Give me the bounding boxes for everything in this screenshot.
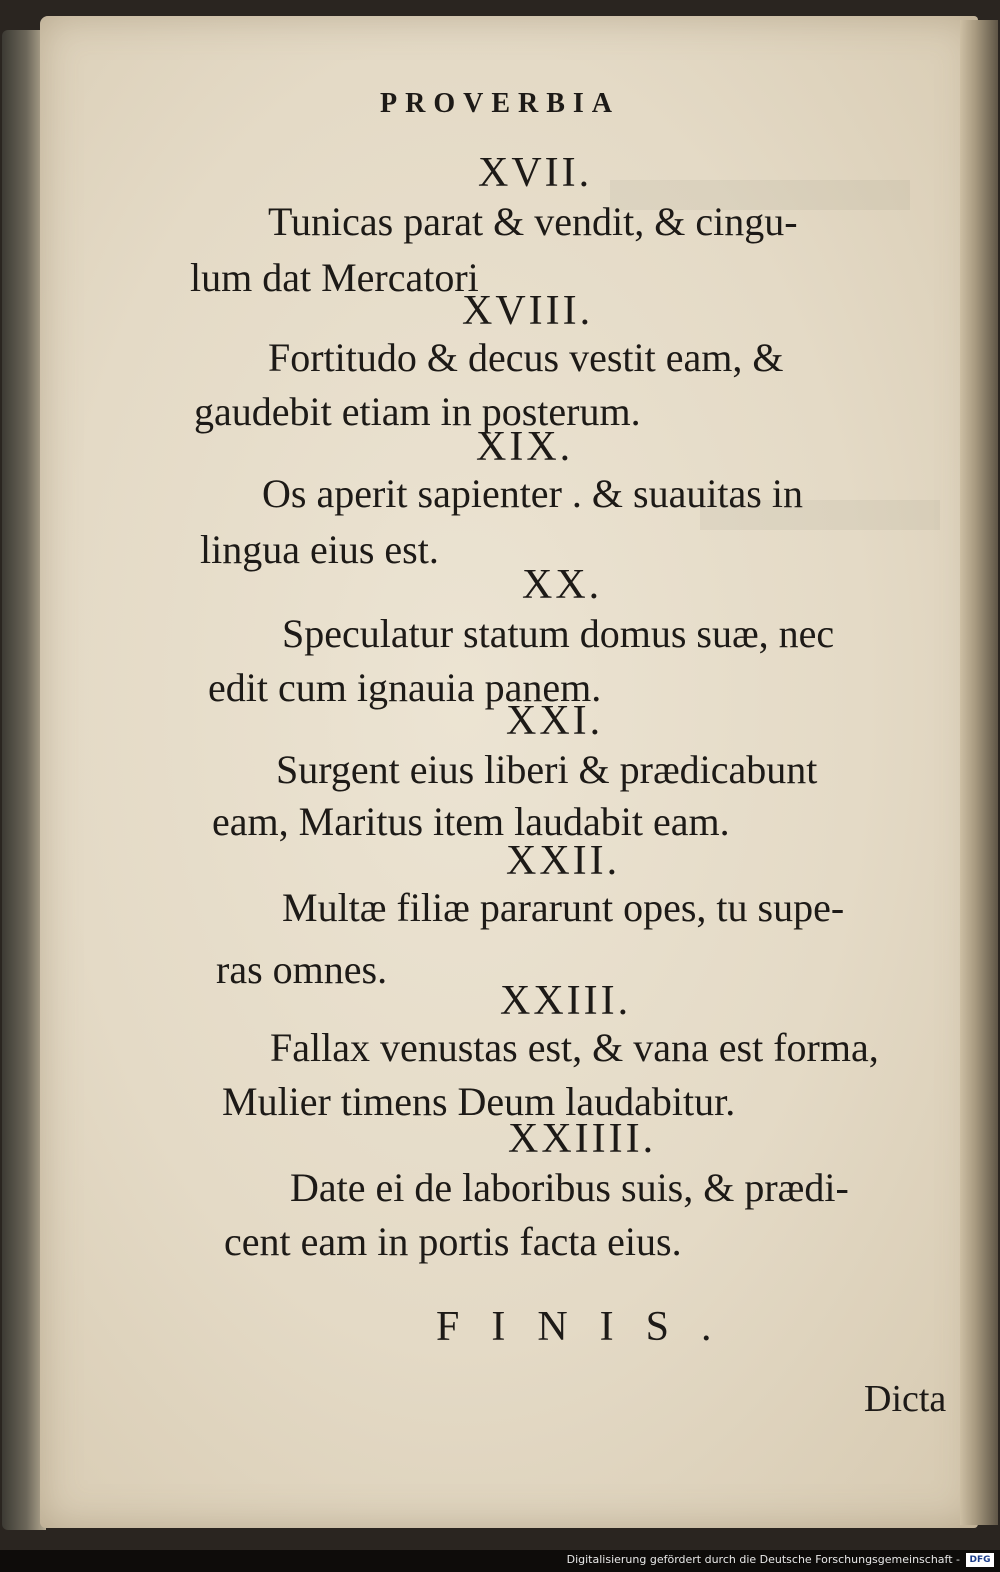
verse-line: Mulier timens Deum laudabitur. bbox=[222, 1079, 736, 1124]
verse-numeral: XXIII. bbox=[500, 978, 632, 1024]
page-edge bbox=[960, 20, 998, 1525]
verse-line: Surgent eius liberi & prædicabunt bbox=[276, 747, 818, 792]
verse-numeral: XX. bbox=[522, 562, 603, 608]
verse-line: lingua eius est. bbox=[200, 527, 439, 572]
verse-line: Tunicas parat & vendit, & cingu- bbox=[268, 199, 798, 244]
verse-line: ras omnes. bbox=[216, 947, 388, 992]
verse-line: Multæ filiæ pararunt opes, tu supe- bbox=[282, 885, 845, 930]
verse-numeral: XIX. bbox=[476, 424, 574, 470]
verse-line: cent eam in portis facta eius. bbox=[224, 1219, 682, 1264]
verse-numeral: XXII. bbox=[506, 838, 621, 884]
verse-line: Date ei de laboribus suis, & prædi- bbox=[290, 1165, 849, 1210]
catchword: Dicta bbox=[864, 1378, 947, 1420]
verse-line: Fortitudo & decus vestit eam, & bbox=[268, 335, 784, 380]
verse-numeral: XXI. bbox=[506, 698, 604, 744]
verse-line: eam, Maritus item laudabit eam. bbox=[212, 799, 730, 844]
running-header: PROVERBIA bbox=[380, 88, 621, 119]
verse-numeral: XXIIII. bbox=[508, 1116, 657, 1162]
verse-line: Fallax venustas est, & vana est forma, bbox=[270, 1025, 879, 1070]
verse-numeral: XVIII. bbox=[462, 288, 594, 334]
verse-line: lum dat Mercatori bbox=[190, 255, 479, 300]
dfg-logo-icon: DFG bbox=[966, 1553, 994, 1567]
footer-credit: Digitalisierung gefördert durch die Deutsche Forschungsgemeinschaft - bbox=[566, 1553, 960, 1566]
finis-mark: FINIS. bbox=[436, 1304, 744, 1350]
verse-line: edit cum ignauia panem. bbox=[208, 665, 602, 710]
verse-numeral: XVII. bbox=[478, 150, 593, 196]
verse-line: Speculatur statum domus suæ, nec bbox=[282, 611, 835, 656]
verse-line: gaudebit etiam in posterum. bbox=[194, 389, 641, 434]
verse-line: Os aperit sapienter . & suauitas in bbox=[262, 471, 803, 516]
